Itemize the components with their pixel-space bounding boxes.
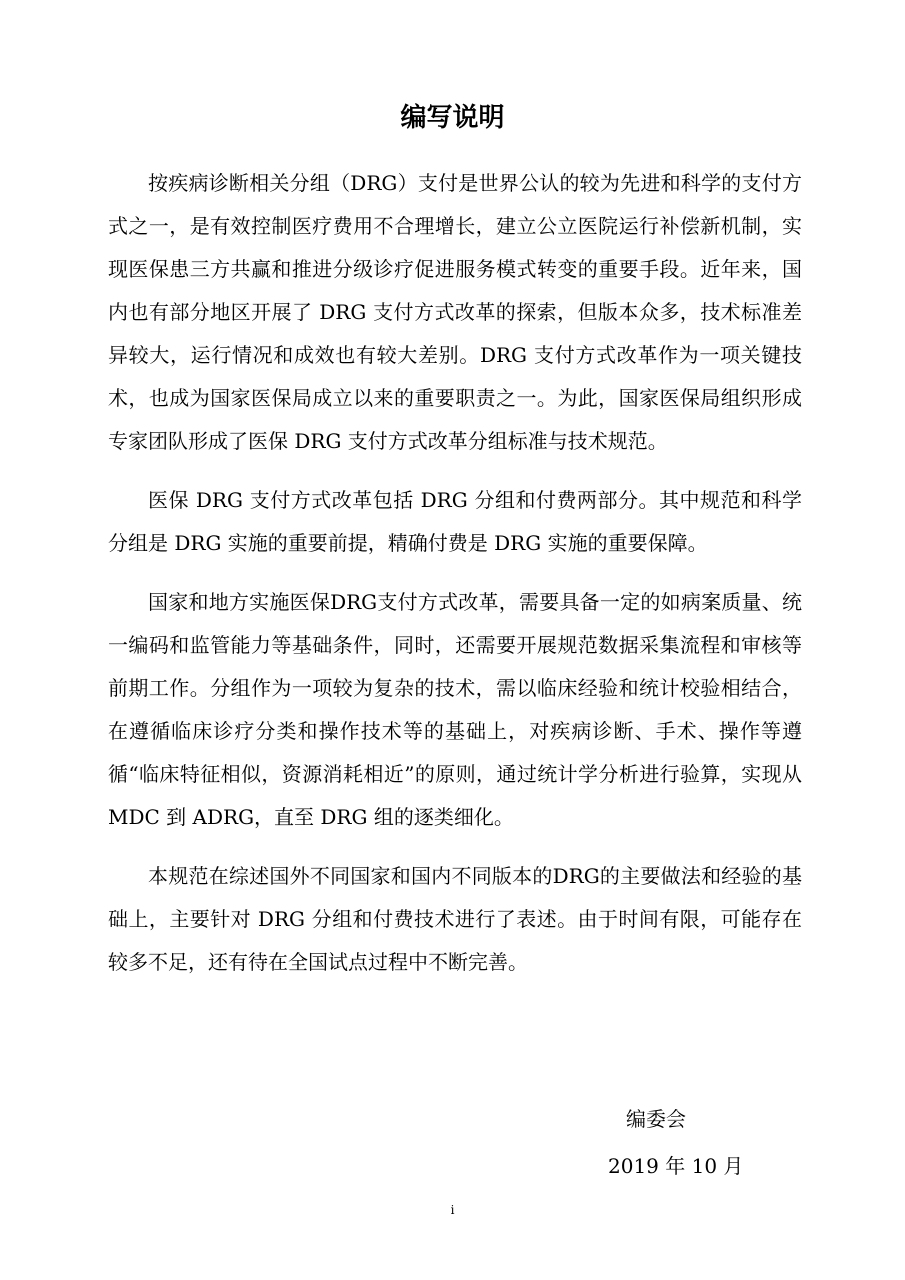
paragraph-4: 本规范在综述国外不同国家和国内不同版本的DRG的主要做法和经验的基础上，主要针对 DRG 分组和付费技术进行了表述。由于时间有限，可能存在较多不足，还有待在全国试点过程中不断完善。 xyxy=(108,864,802,974)
body-text xyxy=(108,162,802,1000)
paragraph-3: 国家和地方实施医保DRG支付方式改革，需要具备一定的如病案质量、统一编码和监管能力等基础条件，同时，还需要开展规范数据采集流程和审核等前期工作。分组作为一项较为复杂的技术，需以临床经验和统计校验相结合，在遵循临床诊疗分类和操作技术等的基础上，对疾病诊断、手术、操作等遵循“临床特征相似，资源消耗相近”的原则，通过统计学分析进行验算，实现从 MDC 到 ADRG，直至 DRG 组的逐类细化。 xyxy=(108,590,802,829)
paragraph-2: 医保 DRG 支付方式改革包括 DRG 分组和付费两部分。其中规范和科学分组是 DRG 实施的重要前提，精确付费是 DRG 实施的重要保障。 xyxy=(108,488,802,555)
signoff-committee: 编委会 xyxy=(626,1107,686,1131)
page-number: i xyxy=(450,1203,455,1217)
signoff-date: 2019 年 10 月 xyxy=(608,1154,744,1178)
paragraph-1: 按疾病诊断相关分组（DRG）支付是世界公认的较为先进和科学的支付方式之一，是有效控制医疗费用不合理增长，建立公立医院运行补偿新机制，实现医保患三方共赢和推进分级诊疗促进服务模式转变的重要手段。近年来，国内也有部分地区开展了 DRG 支付方式改革的探索，但版本众多，技术标准差异较大，运行情况和成效也有较大差别。DRG 支付方式改革作为一项关键技术，也成为国家医保局成立以来的重要职责之一。为此，国家医保局组织形成专家团队形成了医保 DRG 支付方式改革分组标准与技术规范。 xyxy=(108,171,802,453)
page-title: 编写说明 xyxy=(400,103,505,133)
